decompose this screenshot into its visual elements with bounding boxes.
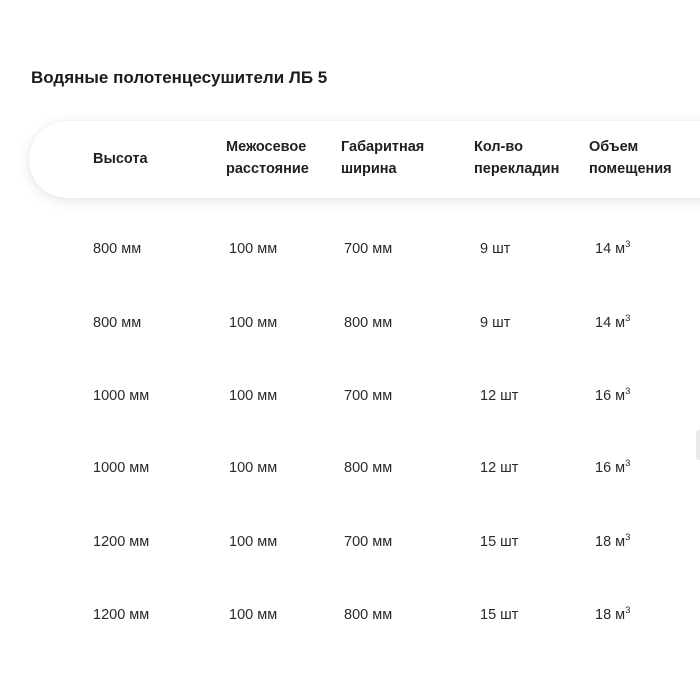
cell-volume [595,533,630,551]
cell-distance: 100 мм [229,388,278,404]
cell-distance: 100 мм [229,607,278,623]
cell-width: 800 мм [344,607,393,623]
cell-bars: 15 шт [480,607,519,623]
cell-volume [595,240,630,258]
page-title: Водяные полотенцесушители ЛБ 5 [31,68,328,87]
header-volume-line-1: Объем [589,139,639,155]
cell-volume-value: 16 м [595,388,626,404]
cell-height: 1000 мм [93,388,150,404]
cell-bars: 12 шт [480,388,519,404]
cell-width: 800 мм [344,460,393,476]
cell-height: 1200 мм [93,607,150,623]
cell-height: 1200 мм [93,534,150,550]
header-distance-line-2: расстояние [226,161,309,177]
scroll-edge-indicator[interactable] [696,430,700,460]
header-width-line-1: Габаритная [341,139,425,155]
cell-volume-value: 14 м [595,315,626,331]
cell-width: 800 мм [344,315,393,331]
cell-width: 700 мм [344,241,393,257]
cell-distance: 100 мм [229,241,278,257]
header-width [341,136,424,180]
cell-volume [595,314,630,332]
header-height [93,148,148,170]
cell-bars: 9 шт [480,241,511,257]
cell-volume-value: 18 м [595,607,626,623]
cell-bars: 9 шт [480,315,511,331]
cell-volume-value: 18 м [595,534,626,550]
table-header [29,121,700,198]
cell-volume-value: 14 м [595,241,626,257]
header-height-line-1: Высота [93,151,148,167]
cell-volume-unit-exponent: 3 [625,386,631,397]
cell-height: 1000 мм [93,460,150,476]
cell-volume-unit-exponent: 3 [625,313,631,324]
cell-distance: 100 мм [229,534,278,550]
cell-volume-unit-exponent: 3 [625,605,631,616]
header-bars-line-1: Кол-во [474,139,523,155]
header-distance [226,136,309,180]
header-bars [474,136,559,180]
cell-volume [595,387,630,405]
header-width-line-2: ширина [341,161,397,177]
header-distance-line-1: Межосевое [226,139,307,155]
cell-width: 700 мм [344,388,393,404]
cell-volume-unit-exponent: 3 [625,458,631,469]
cell-volume-unit-exponent: 3 [625,239,631,250]
cell-distance: 100 мм [229,460,278,476]
cell-height: 800 мм [93,315,142,331]
cell-volume-value: 16 м [595,460,626,476]
cell-height: 800 мм [93,241,142,257]
cell-volume-unit-exponent: 3 [625,532,631,543]
header-bars-line-2: перекладин [474,161,560,177]
cell-distance: 100 мм [229,315,278,331]
cell-volume [595,606,630,624]
cell-bars: 12 шт [480,460,519,476]
cell-bars: 15 шт [480,534,519,550]
cell-width: 700 мм [344,534,393,550]
cell-volume [595,459,630,477]
header-volume [589,136,672,180]
header-volume-line-2: помещения [589,161,672,177]
